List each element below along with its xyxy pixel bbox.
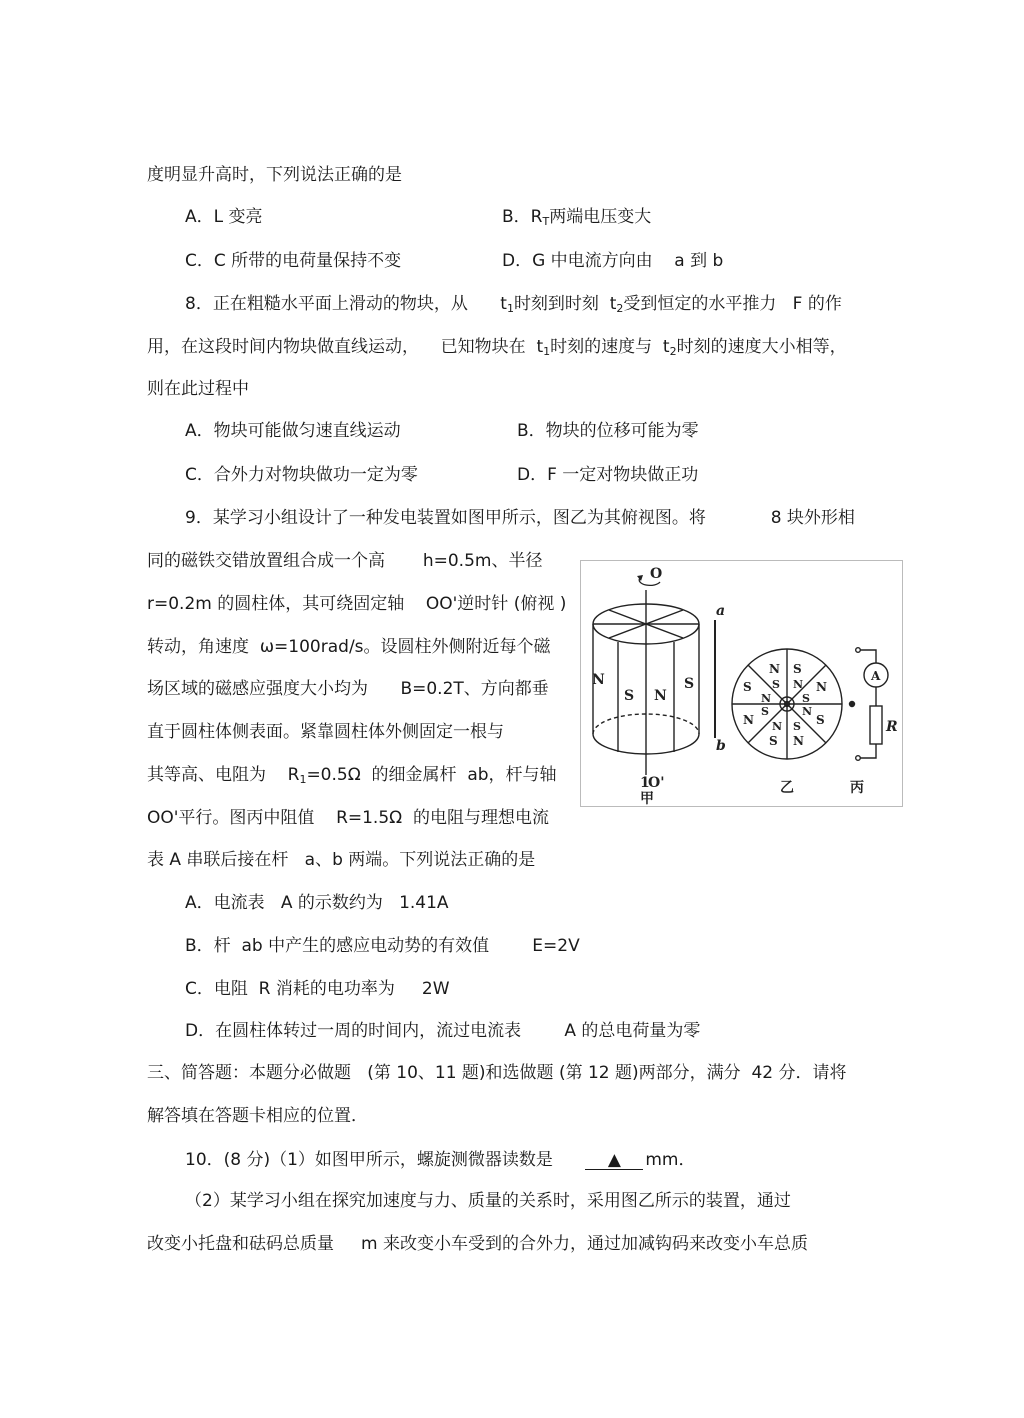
q8-option-b: B．物块的位移可能为零 bbox=[517, 421, 699, 441]
q9-line-3: r=0.2m 的圆柱体，其可绕固定轴 OO'逆时针 (俯视 ) bbox=[147, 594, 567, 614]
pole-n-2: N bbox=[654, 688, 667, 704]
pole-inner-1: S bbox=[772, 678, 780, 691]
q9-line-2: 同的磁铁交错放置组合成一个高 h=0.5m、半径 bbox=[147, 551, 543, 571]
pole-inner-6: N bbox=[772, 720, 783, 733]
label-jia: 甲 bbox=[640, 791, 654, 807]
section3-line-1: 三、简答题：本题分必做题 (第 10、11 题)和选做题 (第 12 题)两部分，满分 42 分．请将 bbox=[147, 1063, 847, 1083]
pole-n-1: N bbox=[592, 672, 605, 688]
q9-option-c: C．电阻 R 消耗的电功率为 2W bbox=[185, 979, 450, 999]
label-rod-b: b bbox=[716, 738, 726, 754]
pole-ring-6: S bbox=[769, 734, 778, 748]
q8-line-3: 则在此过程中 bbox=[147, 379, 249, 399]
q9-line-1: 9．某学习小组设计了一种发电装置如图甲所示，图乙为其俯视图。将 8 块外形相 bbox=[185, 508, 855, 528]
label-yi: 乙 bbox=[780, 780, 794, 796]
q8-line-2: 用，在这段时间内物块做直线运动， 已知物块在 $t_1$时刻的速度与 $t_2$时刻的速度大小相等， bbox=[147, 337, 847, 358]
pole-inner-4: N bbox=[802, 705, 813, 718]
pole-ring-1: N bbox=[769, 662, 780, 676]
q7-option-d: D．G 中电流方向由 a 到 b bbox=[502, 251, 724, 271]
pole-s-2: S bbox=[684, 676, 695, 692]
pole-ring-7: N bbox=[743, 713, 754, 727]
label-axis-one: 1 bbox=[640, 775, 650, 791]
q9-line-4: 转动，角速度 ω=100rad/s。设圆柱外侧附近每个磁 bbox=[147, 637, 551, 657]
q7-stem-tail: 度明显升高时，下列说法正确的是 bbox=[147, 165, 402, 185]
label-axis-top: O bbox=[650, 566, 663, 582]
q8-option-c: C．合外力对物块做功一定为零 bbox=[185, 465, 418, 485]
q9-option-d: D．在圆柱体转过一周的时间内，流过电流表 A 的总电荷量为零 bbox=[185, 1021, 701, 1041]
pole-ring-8: S bbox=[743, 680, 752, 694]
q7-option-b: B．$R_T$两端电压变大 bbox=[502, 207, 652, 228]
q9-option-b: B．杆 ab 中产生的感应电动势的有效值 E=2V bbox=[185, 936, 580, 956]
q7-option-a: A．L 变亮 bbox=[185, 207, 263, 227]
generator-figure bbox=[580, 560, 904, 808]
q9-line-9: 表 A 串联后接在杆 a、b 两端。下列说法正确的是 bbox=[147, 850, 536, 870]
q8-option-a: A．物块可能做匀速直线运动 bbox=[185, 421, 401, 441]
q10-line-1: 10．(8 分)（1）如图甲所示，螺旋测微器读数是 ▲ mm． bbox=[185, 1150, 696, 1170]
resistor-icon bbox=[870, 706, 882, 744]
pole-inner-7: S bbox=[761, 705, 769, 718]
pole-ring-5: N bbox=[793, 734, 804, 748]
pole-ring-2: S bbox=[793, 662, 802, 676]
label-ammeter: A bbox=[871, 669, 881, 683]
section3-line-2: 解答填在答题卡相应的位置． bbox=[147, 1106, 368, 1126]
q10-line-3: 改变小托盘和砝码总质量 m 来改变小车受到的合外力，通过加减钩码来改变小车总质 bbox=[147, 1234, 808, 1254]
figure-jia-cylinder bbox=[593, 575, 715, 775]
label-bing: 丙 bbox=[850, 780, 864, 796]
label-rod-a: a bbox=[716, 603, 726, 619]
q9-line-6: 直于圆柱体侧表面。紧靠圆柱体外侧固定一根与 bbox=[147, 722, 504, 742]
q8-line-1: 8．正在粗糙水平面上滑动的物块，从 $t_1$时刻到时刻 $t_2$受到恒定的水平推力 F 的作 bbox=[185, 294, 842, 315]
pole-inner-8: N bbox=[761, 692, 772, 705]
q9-line-8: OO'平行。图丙中阻值 R=1.5Ω 的电阻与理想电流 bbox=[147, 808, 549, 828]
q9-line-5: 场区域的磁感应强度大小均为 B=0.2T、方向都垂 bbox=[147, 679, 549, 699]
figure-frame bbox=[581, 561, 903, 807]
q9-line-7: 其等高、电阻为 $R_1=0.5\Omega$ 的细金属杆 ab，杆与轴 bbox=[147, 765, 557, 786]
figure-bing-circuit bbox=[856, 648, 888, 761]
q8-option-d: D．F 一定对物块做正功 bbox=[517, 465, 699, 485]
pole-inner-5: S bbox=[793, 720, 801, 733]
pole-ring-4: S bbox=[816, 713, 825, 727]
pole-s-1: S bbox=[624, 688, 635, 704]
q7-option-c: C．C 所带的电荷量保持不变 bbox=[185, 251, 402, 271]
pole-inner-2: N bbox=[793, 678, 804, 691]
pole-ring-3: N bbox=[816, 680, 827, 694]
pole-inner-3: S bbox=[802, 692, 810, 705]
label-resistor: R bbox=[886, 719, 898, 735]
answer-blank: ▲ bbox=[585, 1151, 643, 1170]
label-axis-bottom: O' bbox=[648, 775, 665, 791]
q10-line-2: （2）某学习小组在探究加速度与力、质量的关系时，采用图乙所示的装置，通过 bbox=[185, 1191, 791, 1211]
q9-option-a: A．电流表 A 的示数约为 1.41A bbox=[185, 893, 449, 913]
